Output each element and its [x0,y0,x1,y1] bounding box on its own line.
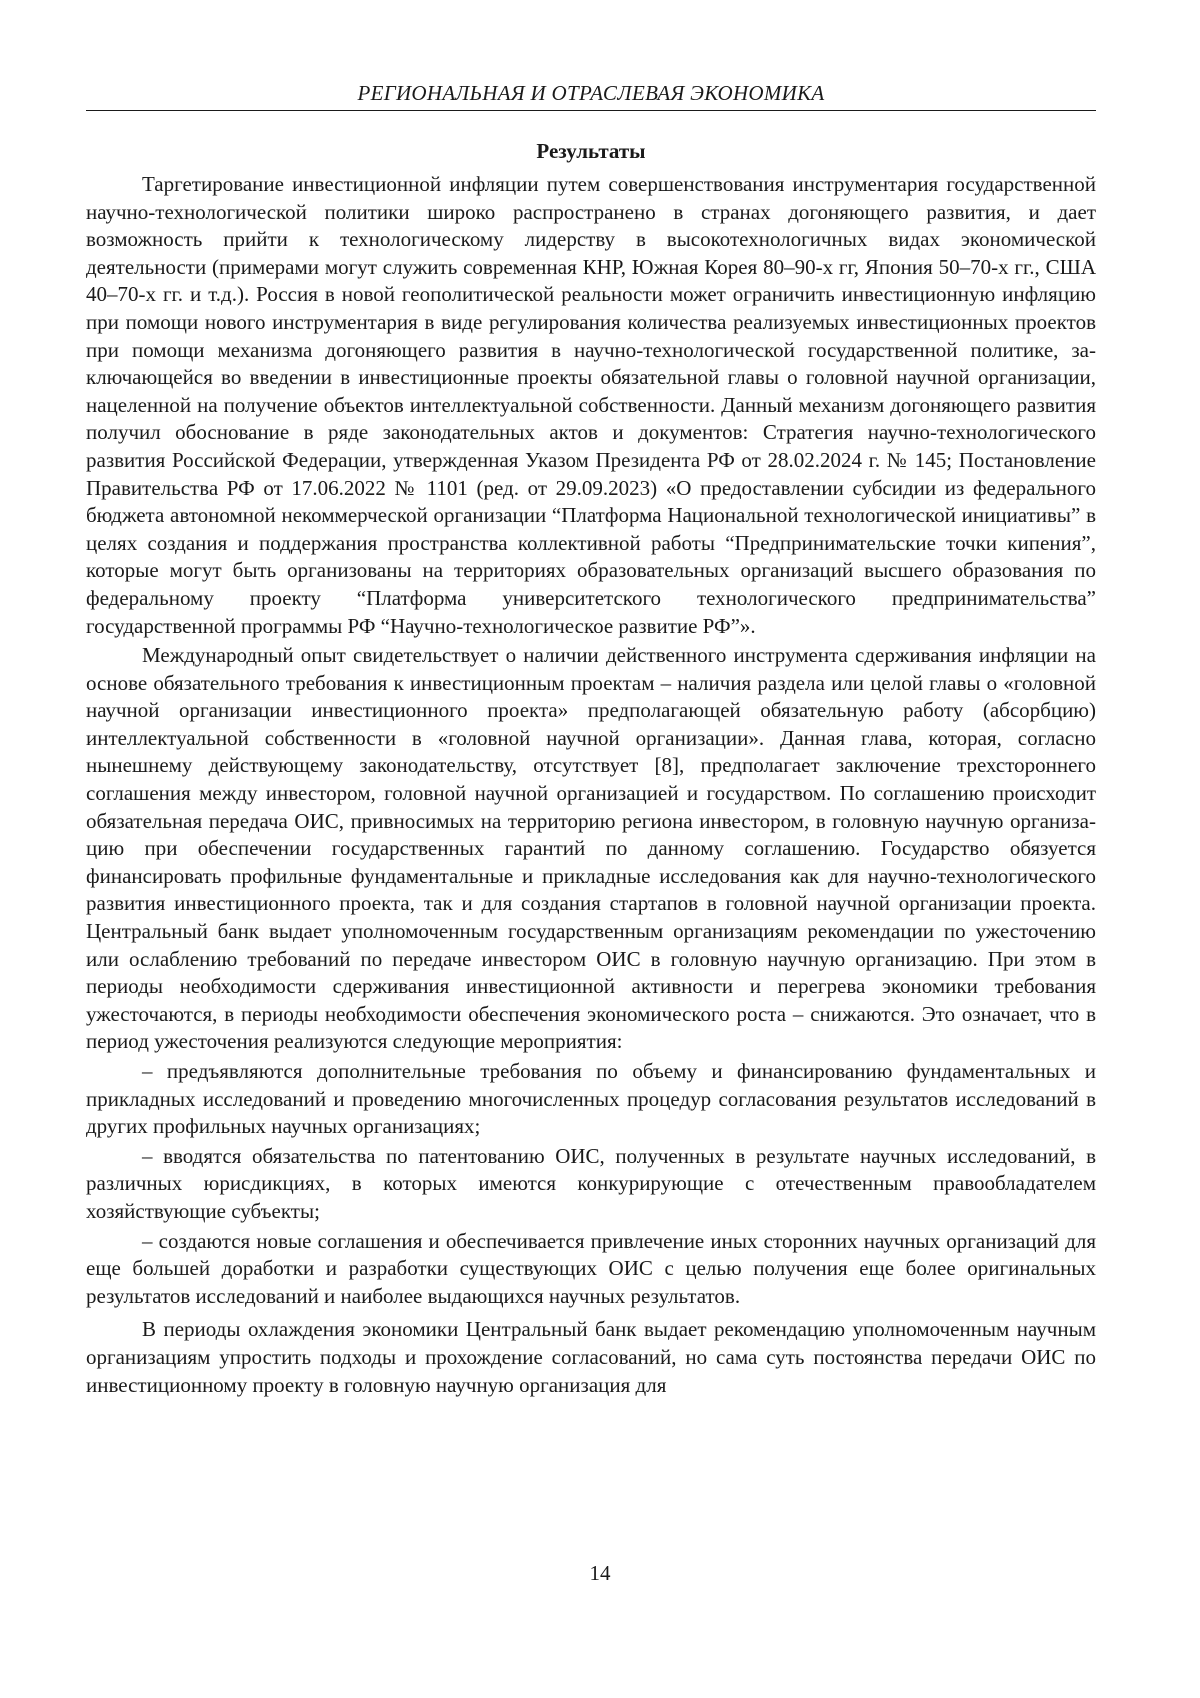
list-item: – вводятся обязательства по патентованию ОИС, полученных в результате научных иссле­дований, в различных юрисдикциях, в которых имеются конкурирующие с отечественным пра­вообладателем хозяйствующие субъекты; [86,1143,1096,1226]
running-header: РЕГИОНАЛЬНАЯ И ОТРАСЛЕВАЯ ЭКОНОМИКА [86,80,1096,111]
paragraph: В периоды охлаждения экономики Центральный банк выдает рекомендацию уполномо­ченным научным организациям упростить подходы и прохождение согласований, но сама суть постоянства передачи ОИС по инвестиционному проекту в головную научную организация для [86,1316,1096,1399]
page-number: 14 [0,1560,1200,1586]
section-title: Результаты [86,137,1096,165]
list-item: – предъявляются дополнительные требования по объему и финансированию фундамен­тальных и прикладных исследований и проведению многочисленных процедур согласования результатов исследований в других профильных научных организациях; [86,1058,1096,1141]
list-item: – создаются новые соглашения и обеспечивается привлечение иных сторонних научных организаций для еще большей доработки и разработки существующих ОИС с целью получения еще более оригинальных результатов исследований и наиболее выдающихся научных результа­тов. [86,1228,1096,1311]
paragraph: Международный опыт свидетельствует о наличии действенного инструмента сдержива­ния инфляции на основе обязательного требования к инвестиционным проектам – наличия раз­дела или целой главы о «головной научной организации инвестиционного проекта» предпола­гающей обязательную работу (абсорбцию) интеллектуальной собственности в «головной науч­ной организации». Данная глава, которая, согласно нынешнему действующему законодатель­ству, отсутствует [8], предполагает заключение трехстороннего соглашения между инвестором, головной научной организацией и государством. По соглашению происходит обязательная пе­редача ОИС, привносимых на территорию региона инвестором, в головную научную организа­цию при обеспечении государственных гарантий по данному соглашению. Государство обязу­ется финансировать профильные фундаментальные и прикладные исследования как для научно-технологического развития инвестиционного проекта, так и для создания стартапов в головной научной организации проекта. Центральный банк выдает уполномоченным государственным организациям рекомендации по ужесточению или ослаблению требований по передаче инве­стором ОИС в головную научную организацию. При этом в периоды необходимости сдержива­ния инвестиционной активности и перегрева экономики требования ужесточаются, в периоды необходимости обеспечения экономического роста – снижаются. Это означает, что в период ужесточения реализуются следующие мероприятия: [86,642,1096,1056]
document-page [86,80,1096,1399]
body-text [86,171,1096,1399]
paragraph: Таргетирование инвестиционной инфляции путем совершенствования инструментария государственной научно-технологической политики широко распространено в странах догоня­ющего развития, и дает возможность прийти к технологическому лидерству в высокотехноло­гичных видах экономической деятельности (примерами могут служить современная КНР, Юж­ная Корея 80–90-х гг, Япония 50–70-х гг., США 40–70-х гг. и т.д.). Россия в новой геополитиче­ской реальности может ограничить инвестиционную инфляцию при помощи нового инструмен­тария в виде регулирования количества реализуемых инвестиционных проектов при помощи механизма догоняющего развития в научно-технологической государственной политике, за­ключающейся во введении в инвестиционные проекты обязательной главы о головной научной организации, нацеленной на получение объектов интеллектуальной собственности. Данный ме­ханизм догоняющего развития получил обоснование в ряде законодательных актов и докумен­тов: Стратегия научно-технологического развития Российской Федерации, утвержденная Ука­зом Президента РФ от 28.02.2024 г. № 145; Постановление Правительства РФ от 17.06.2022 № 1101 (ред. от 29.09.2023) «О предоставлении субсидии из федерального бюджета автономной некоммерческой организации “Платформа Национальной технологической инициативы” в це­лях создания и поддержания пространства коллективной работы “Предпринимательские точки кипения”, которые могут быть организованы на территориях образовательных организаций высшего образования по федеральному проекту “Платформа университетского технологиче­ского предпринимательства” государственной программы РФ “Научно-технологическое разви­тие РФ”». [86,171,1096,640]
